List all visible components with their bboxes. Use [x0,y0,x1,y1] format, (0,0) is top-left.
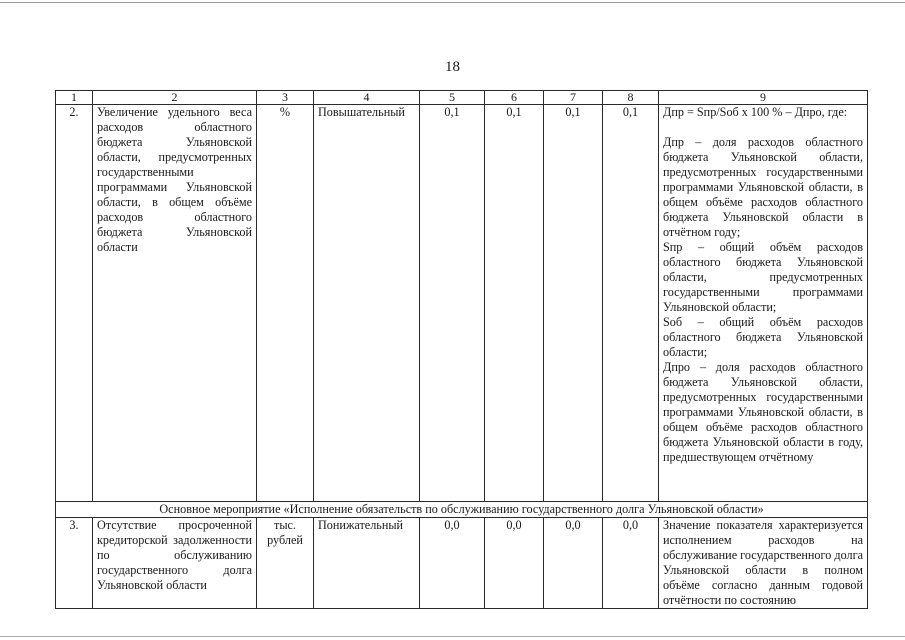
value-cell: 0,0 [420,518,485,609]
indicator-type: Понижательный [314,518,420,609]
value-cell: 0,0 [544,518,603,609]
indicators-table [55,90,868,609]
scan-edge-bottom [0,636,905,637]
header-cell: 1 [56,91,93,105]
section-row [56,502,868,518]
header-cell: 2 [93,91,257,105]
formula: Дпр = Sпр/Sоб x 100 % – Дпро, где: [663,105,848,119]
scan-edge-top [0,2,905,3]
description-paragraph: Дпр – доля расходов областного бюджета Ульяновской области, предусмотренных государственными программами Ульяновской области, в общем объёме расходов областного бюджета Ульяновской области в отчётном году; [663,135,863,239]
indicator-name: Увеличение удельного веса расходов областного бюджета Ульяновской области, предусмотренных государственными программами Ульяновской области, в общем объёме расходов областного бюджета Ульяновской области [93,105,257,502]
value-cell: 0,0 [485,518,544,609]
table-row [56,105,868,502]
header-cell: 9 [659,91,868,105]
row-number: 2. [56,105,93,502]
table-row [56,518,868,609]
indicator-name: Отсутствие просроченной кредиторской задолженности по обслуживанию государственного долга Ульяновской области [93,518,257,609]
header-cell: 4 [314,91,420,105]
value-cell: 0,0 [603,518,659,609]
value-cell: 0,1 [603,105,659,502]
section-title: Основное мероприятие «Исполнение обязательств по обслуживанию государственного долга Ульяновской области» [56,502,868,518]
header-cell: 5 [420,91,485,105]
header-cell: 6 [485,91,544,105]
row-number: 3. [56,518,93,609]
header-cell: 3 [257,91,314,105]
table-header-row [56,91,868,105]
description-paragraph: Sпр – общий объём расходов областного бюджета Ульяновской области, предусмотренных государственными программами Ульяновской области; [663,240,863,314]
value-cell: 0,1 [485,105,544,502]
description-paragraph: Sоб – общий объём расходов областного бюджета Ульяновской области; [663,315,863,359]
indicator-unit: % [257,105,314,502]
indicator-unit: тыс. рублей [257,518,314,609]
header-cell: 7 [544,91,603,105]
indicator-type: Повышательный [314,105,420,502]
header-cell: 8 [603,91,659,105]
calculation-method: Значение показателя характеризуется исполнением расходов на обслуживание государственного долга Ульяновской области в полном объёме согласно данным годовой отчётности по состоянию [659,518,868,609]
value-cell: 0,1 [544,105,603,502]
calculation-method [659,105,868,502]
description-paragraph: Дпро – доля расходов областного бюджета Ульяновской области, предусмотренных государственными программами Ульяновской области, в общем объёме расходов областного бюджета Ульяновской области в году, предшествующем отчётному [663,360,863,464]
value-cell: 0,1 [420,105,485,502]
page-number: 18 [445,59,460,75]
